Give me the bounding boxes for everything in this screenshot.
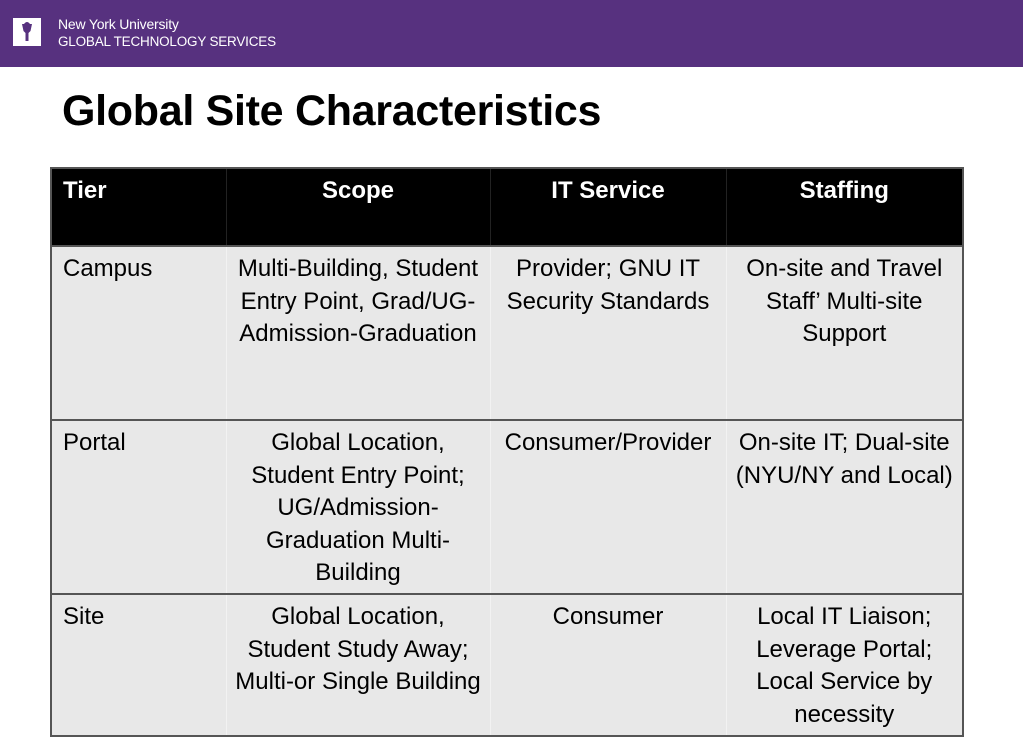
table-row	[51, 594, 963, 736]
org-name	[58, 16, 276, 50]
staffing-cell: Local IT Liaison; Leverage Portal; Local Service by necessity	[726, 594, 963, 736]
staffing-cell: On-site and Travel Staff’ Multi-site Support	[726, 246, 963, 420]
column-header-scope: Scope	[226, 168, 490, 246]
it-service-cell: Consumer	[490, 594, 726, 736]
table-row	[51, 246, 963, 420]
org-line-2: GLOBAL TECHNOLOGY SERVICES	[58, 34, 276, 49]
scope-cell: Multi-Building, Student Entry Point, Grad/UG-Admission-Graduation	[226, 246, 490, 420]
scope-cell: Global Location, Student Study Away; Multi-or Single Building	[226, 594, 490, 736]
tier-cell: Campus	[51, 246, 226, 420]
tier-cell: Site	[51, 594, 226, 736]
it-service-cell: Consumer/Provider	[490, 420, 726, 594]
header-bar	[0, 0, 1023, 67]
nyu-torch-icon	[13, 18, 41, 46]
site-characteristics-table	[50, 167, 964, 737]
org-line-1: New York University	[58, 16, 179, 32]
table-header-row	[51, 168, 963, 246]
scope-cell: Global Location, Student Entry Point; UG/Admission-Graduation Multi-Building	[226, 420, 490, 594]
page-title: Global Site Characteristics	[62, 87, 602, 135]
it-service-cell: Provider; GNU IT Security Standards	[490, 246, 726, 420]
column-header-it-service: IT Service	[490, 168, 726, 246]
table-row	[51, 420, 963, 594]
staffing-cell: On-site IT; Dual-site (NYU/NY and Local)	[726, 420, 963, 594]
tier-cell: Portal	[51, 420, 226, 594]
column-header-tier: Tier	[51, 168, 226, 246]
column-header-staffing: Staffing	[726, 168, 963, 246]
